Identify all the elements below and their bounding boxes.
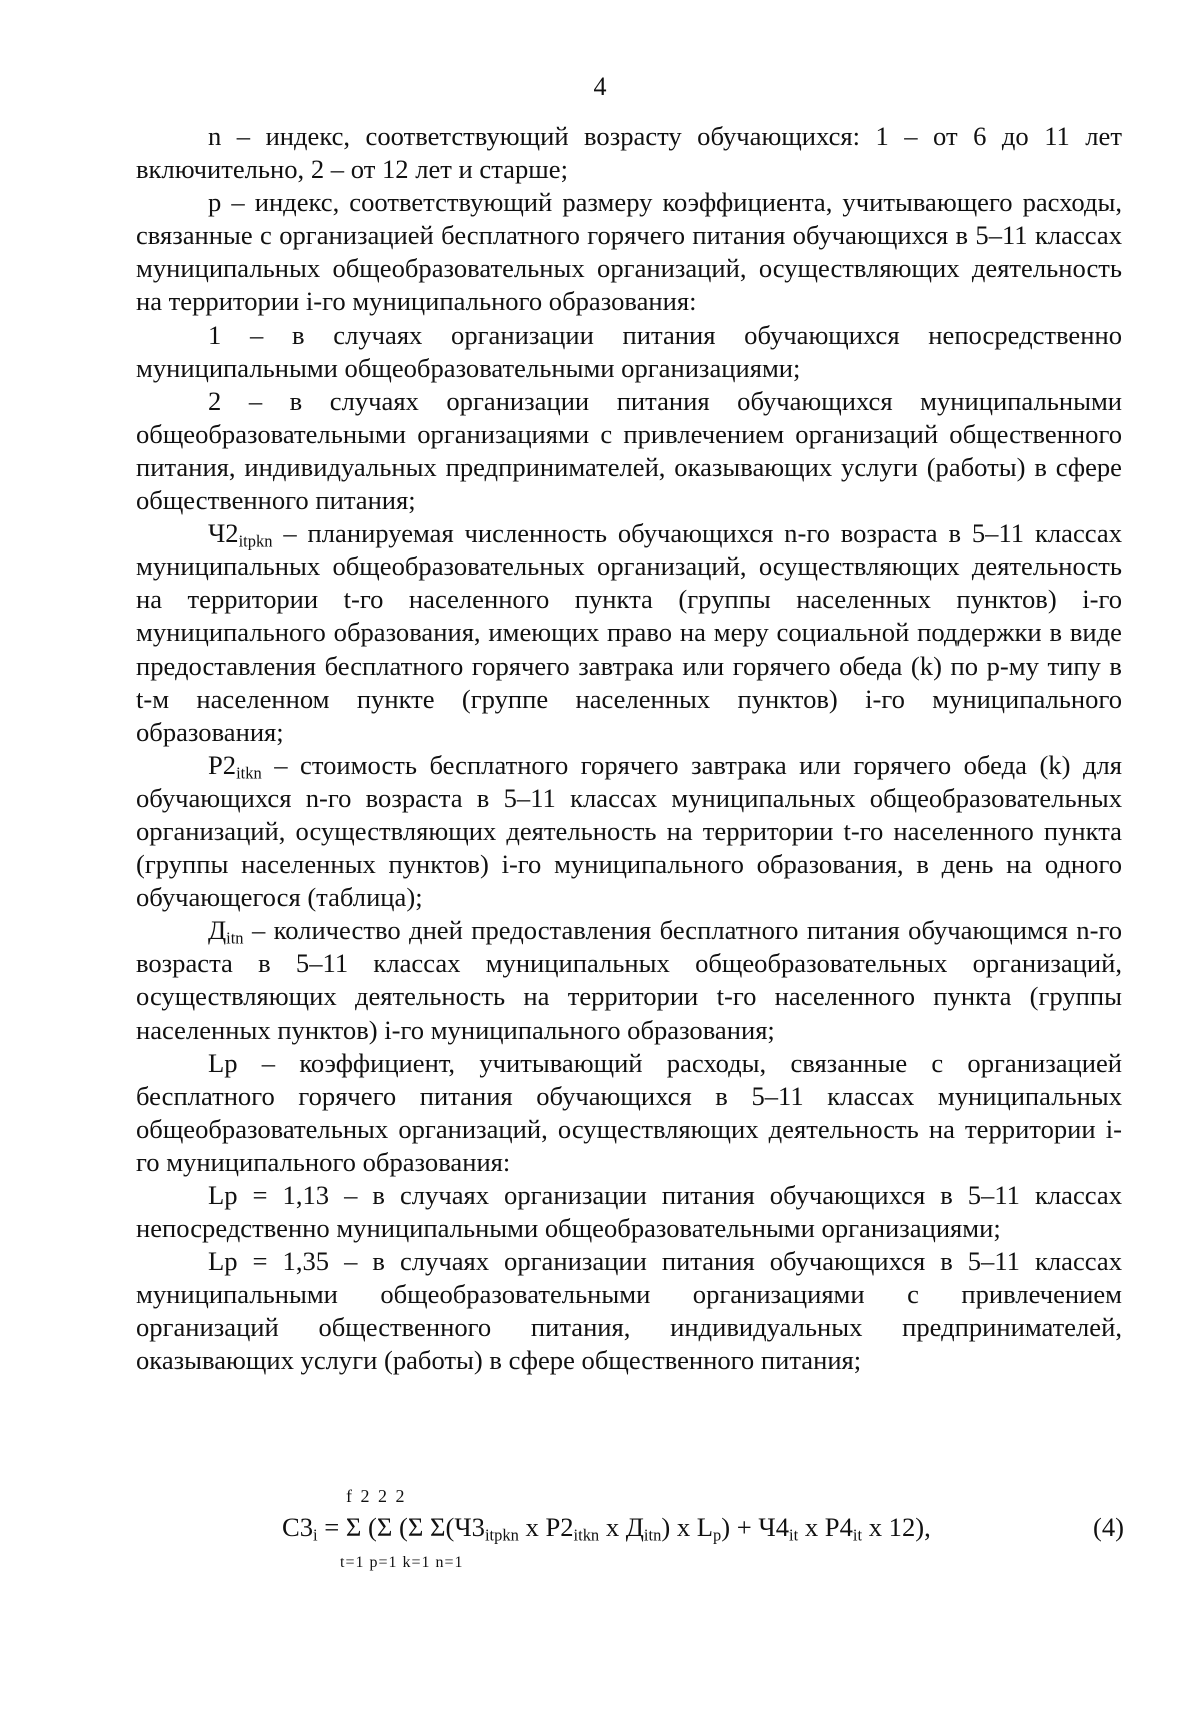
symbol-p2-subscript: itkn [236,763,262,783]
paragraph-p2-definition [136,749,1122,914]
formula-part-7: х 12), [862,1512,931,1542]
formula-4 [0,1486,1200,1586]
formula-part-3: х Д [599,1512,644,1542]
formula-ch3-subscript: itpkn [484,1525,519,1545]
paragraph-index-p: p – индекс, соответствующий размеру коэффициента, учитывающего расходы, связанные с организацией бесплатного горячего питания обучающихся в 5–11 классах муниципальных общеобразовательных организаций, осуществляющих деятельность на территории i-го муниципального образования: [136,187,1122,317]
paragraph-ch2-definition [136,517,1122,749]
formula-c3-subscript: i [313,1525,318,1545]
formula-part-2: х P2 [518,1512,574,1542]
paragraph-lp-value-1: Lp = 1,13 – в случаях организации питания обучающихся в 5–11 классах непосредственно муниципальными общеобразовательными организациями; [136,1180,1122,1244]
paragraph-lp-value-2: Lp = 1,35 – в случаях организации питания обучающихся в 5–11 классах муниципальными общеобразовательными организациями с привлечением организаций общественного питания, индивидуальных предпринимателей, оказывающих услуги (работы) в сфере общественного питания; [136,1246,1122,1376]
paragraph-index-n: n – индекс, соответствующий возрасту обучающихся: 1 – от 6 до 11 лет включительно, 2 – от 12 лет и старше; [136,121,1122,185]
formula-part-6: х P4 [798,1512,853,1542]
ch2-definition-text: – планируемая численность обучающихся n-го возраста в 5–11 классах муниципальных общеобразовательных организаций, осуществляющих деятельность на территории t-го населенного пункта (группы населенных пунктов) i-го муниципального образования, имеющих право на меру социальной поддержки в виде предоставления бесплатного горячего завтрака или горячего обеда (k) по p-му типу в t-м населенном пункте (группе населенных пунктов) i-го муниципального образования; [136,518,1122,747]
symbol-p2: P2 [208,749,237,780]
formula-upper-limits: f 2 2 2 [346,1486,407,1506]
formula-expression [282,1512,931,1543]
formula-number: (4) [1092,1512,1124,1542]
formula-p2-subscript: itkn [573,1525,600,1545]
formula-d-subscript: itn [643,1525,662,1545]
formula-ch4-subscript: it [789,1525,799,1545]
formula-c3: С3 [282,1512,314,1542]
formula-l-subscript: p [713,1525,722,1545]
page-number: 4 [593,72,607,101]
symbol-d-subscript: itn [226,928,244,948]
formula-part-1: = Σ (Σ (Σ Σ(Ч3 [317,1512,485,1542]
formula-lower-limits: t=1 p=1 k=1 n=1 [340,1554,464,1571]
paragraph-d-definition [136,914,1122,1046]
d-definition-text: – количество дней предоставления бесплатного питания обучающимся n-го возраста в 5–11 классах муниципальных общеобразовательных организаций, осуществляющих деятельность на территории t-го населенного пункта (группы населенных пунктов) i-го муниципального образования; [136,915,1122,1045]
formula-part-4: ) х L [661,1512,714,1542]
formula-p4-subscript: it [852,1525,863,1545]
paragraph-p-case-2: 2 – в случаях организации питания обучающихся муниципальными общеобразовательными организациями с привлечением организаций общественного питания, индивидуальных предпринимателей, оказывающих услуги (работы) в сфере общественного питания; [136,385,1122,516]
symbol-ch2: Ч2 [208,518,239,549]
paragraph-p-case-1: 1 – в случаях организации питания обучающихся непосредственно муниципальными общеобразовательными организациями; [136,319,1122,383]
document-body [136,120,1122,1378]
symbol-ch2-subscript: itpkn [238,531,273,551]
paragraph-lp-definition: Lp – коэффициент, учитывающий расходы, связанные с организацией бесплатного горячего питания обучающихся в 5–11 классах муниципальных общеобразовательных организаций, осуществляющих деятельность на территории i-го муниципального образования: [136,1047,1122,1177]
formula-part-5: ) + Ч4 [721,1512,790,1542]
symbol-d: Д [208,915,227,946]
p2-definition-text: – стоимость бесплатного горячего завтрака или горячего обеда (k) для обучающихся n-го возраста в 5–11 классах муниципальных общеобразовательных организаций, осуществляющих деятельность на территории t-го населенного пункта (группы населенных пунктов) i-го муниципального образования, в день на одного обучающегося (таблица); [136,749,1122,913]
